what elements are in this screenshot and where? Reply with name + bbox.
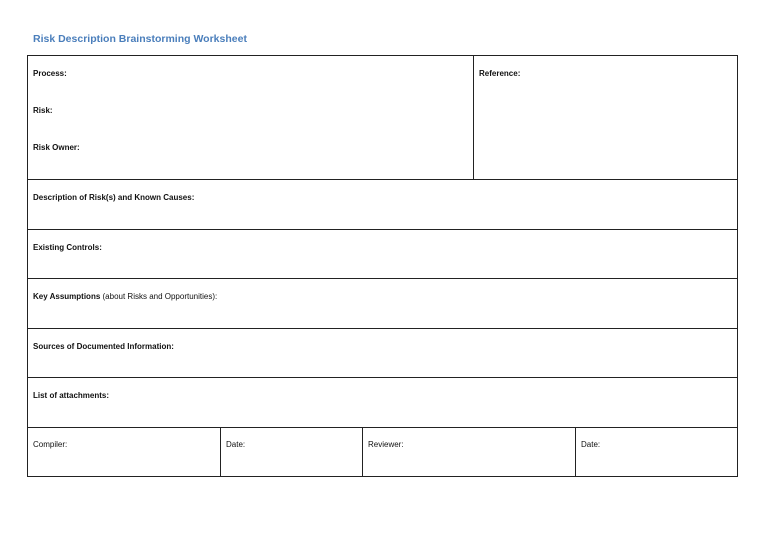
key-assumptions-note: (about Risks and Opportunities): (100, 292, 218, 301)
compiler-label: Compiler: (33, 439, 68, 449)
description-row[interactable] (28, 179, 737, 229)
key-assumptions-label (33, 292, 217, 301)
attachments-row[interactable] (28, 377, 737, 427)
sources-row[interactable] (28, 328, 737, 378)
header-row (28, 56, 737, 179)
compiler-cell[interactable] (28, 428, 221, 476)
reference-label: Reference: (479, 69, 521, 78)
reviewer-cell[interactable] (363, 428, 576, 476)
date-label-2: Date: (581, 439, 601, 449)
existing-controls-label: Existing Controls: (33, 242, 102, 252)
key-assumptions-heading: Key Assumptions (33, 292, 101, 301)
risk-label: Risk: (33, 106, 53, 115)
description-label: Description of Risk(s) and Known Causes: (33, 193, 195, 202)
date-cell-1[interactable] (221, 428, 363, 476)
worksheet-form (27, 55, 738, 477)
existing-controls-row[interactable] (28, 229, 737, 279)
date-label-1: Date: (226, 439, 246, 449)
date-cell-2[interactable] (576, 428, 737, 476)
worksheet-title: Risk Description Brainstorming Worksheet (33, 33, 247, 45)
reviewer-label: Reviewer: (368, 439, 404, 449)
sources-label: Sources of Documented Information: (33, 341, 174, 351)
header-left-cell (28, 56, 474, 179)
header-right-cell (474, 56, 737, 179)
key-assumptions-row[interactable] (28, 278, 737, 328)
risk-owner-label: Risk Owner: (33, 143, 80, 152)
attachments-label: List of attachments: (33, 391, 110, 400)
process-label: Process: (33, 69, 67, 78)
signoff-row (28, 427, 737, 476)
